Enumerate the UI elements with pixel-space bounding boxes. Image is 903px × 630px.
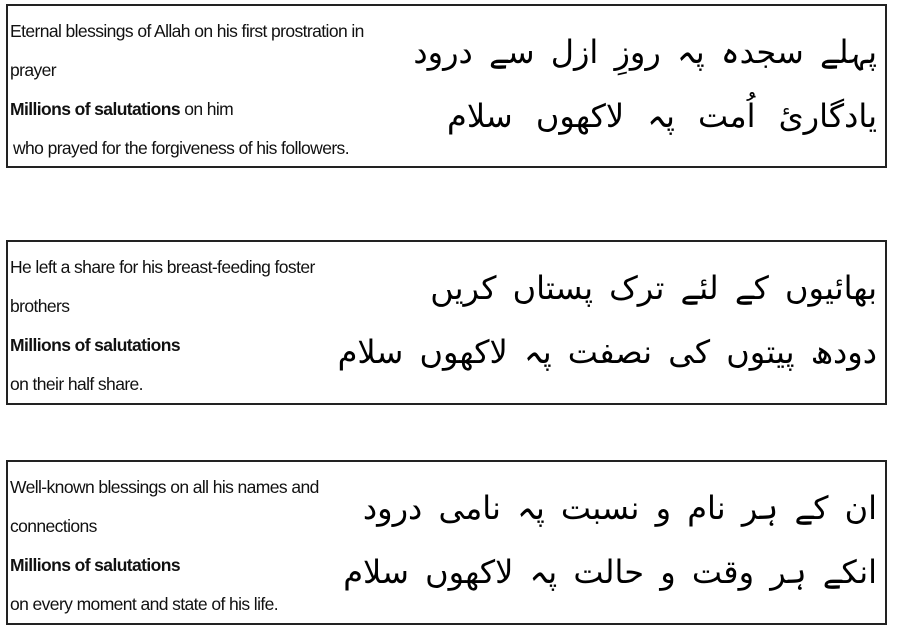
verse-box-3 [6, 460, 887, 625]
translation-line: on their half share. [10, 374, 143, 394]
translation-line-continuation: on him [179, 99, 234, 119]
translation-line: on every moment and state of his life. [10, 594, 279, 614]
translation-line [10, 90, 450, 129]
translation-line: connections [10, 516, 97, 536]
urdu-line: پہلے سجدہ پہ روزِ ازل سے درود [413, 33, 877, 71]
urdu-line: انکے ہر وقت و حالت پہ لاکھوں سلام [343, 553, 877, 591]
salutation-heading: Millions of salutations [10, 99, 180, 119]
translation-line: brothers [10, 296, 70, 316]
urdu-line: یادگاریٔ اُمت پہ لاکھوں سلام [447, 97, 877, 135]
translation-line: prayer [10, 60, 57, 80]
verse-box-2 [6, 240, 887, 405]
salutation-heading: Millions of salutations [10, 335, 180, 355]
urdu-verse [343, 476, 877, 604]
english-translation [10, 12, 450, 168]
salutation-heading: Millions of salutations [10, 555, 180, 575]
translation-line: who prayed for the forgiveness of his followers. [13, 138, 349, 158]
translation-line: He left a share for his breast-feeding foster [10, 257, 315, 277]
translation-line: Eternal blessings of Allah on his first prostration in [10, 21, 364, 41]
urdu-verse [413, 20, 877, 148]
verse-box-1 [6, 4, 887, 168]
translation-line: Well-known blessings on all his names and [10, 477, 319, 497]
urdu-line: بھائیوں کے لئے ترک پستاں کریں [430, 269, 877, 307]
urdu-line: دودھ پیتوں کی نصفت پہ لاکھوں سلام [337, 333, 877, 371]
urdu-line: ان کے ہر نام و نسبت پہ نامی درود [362, 489, 877, 527]
urdu-verse [337, 256, 877, 384]
